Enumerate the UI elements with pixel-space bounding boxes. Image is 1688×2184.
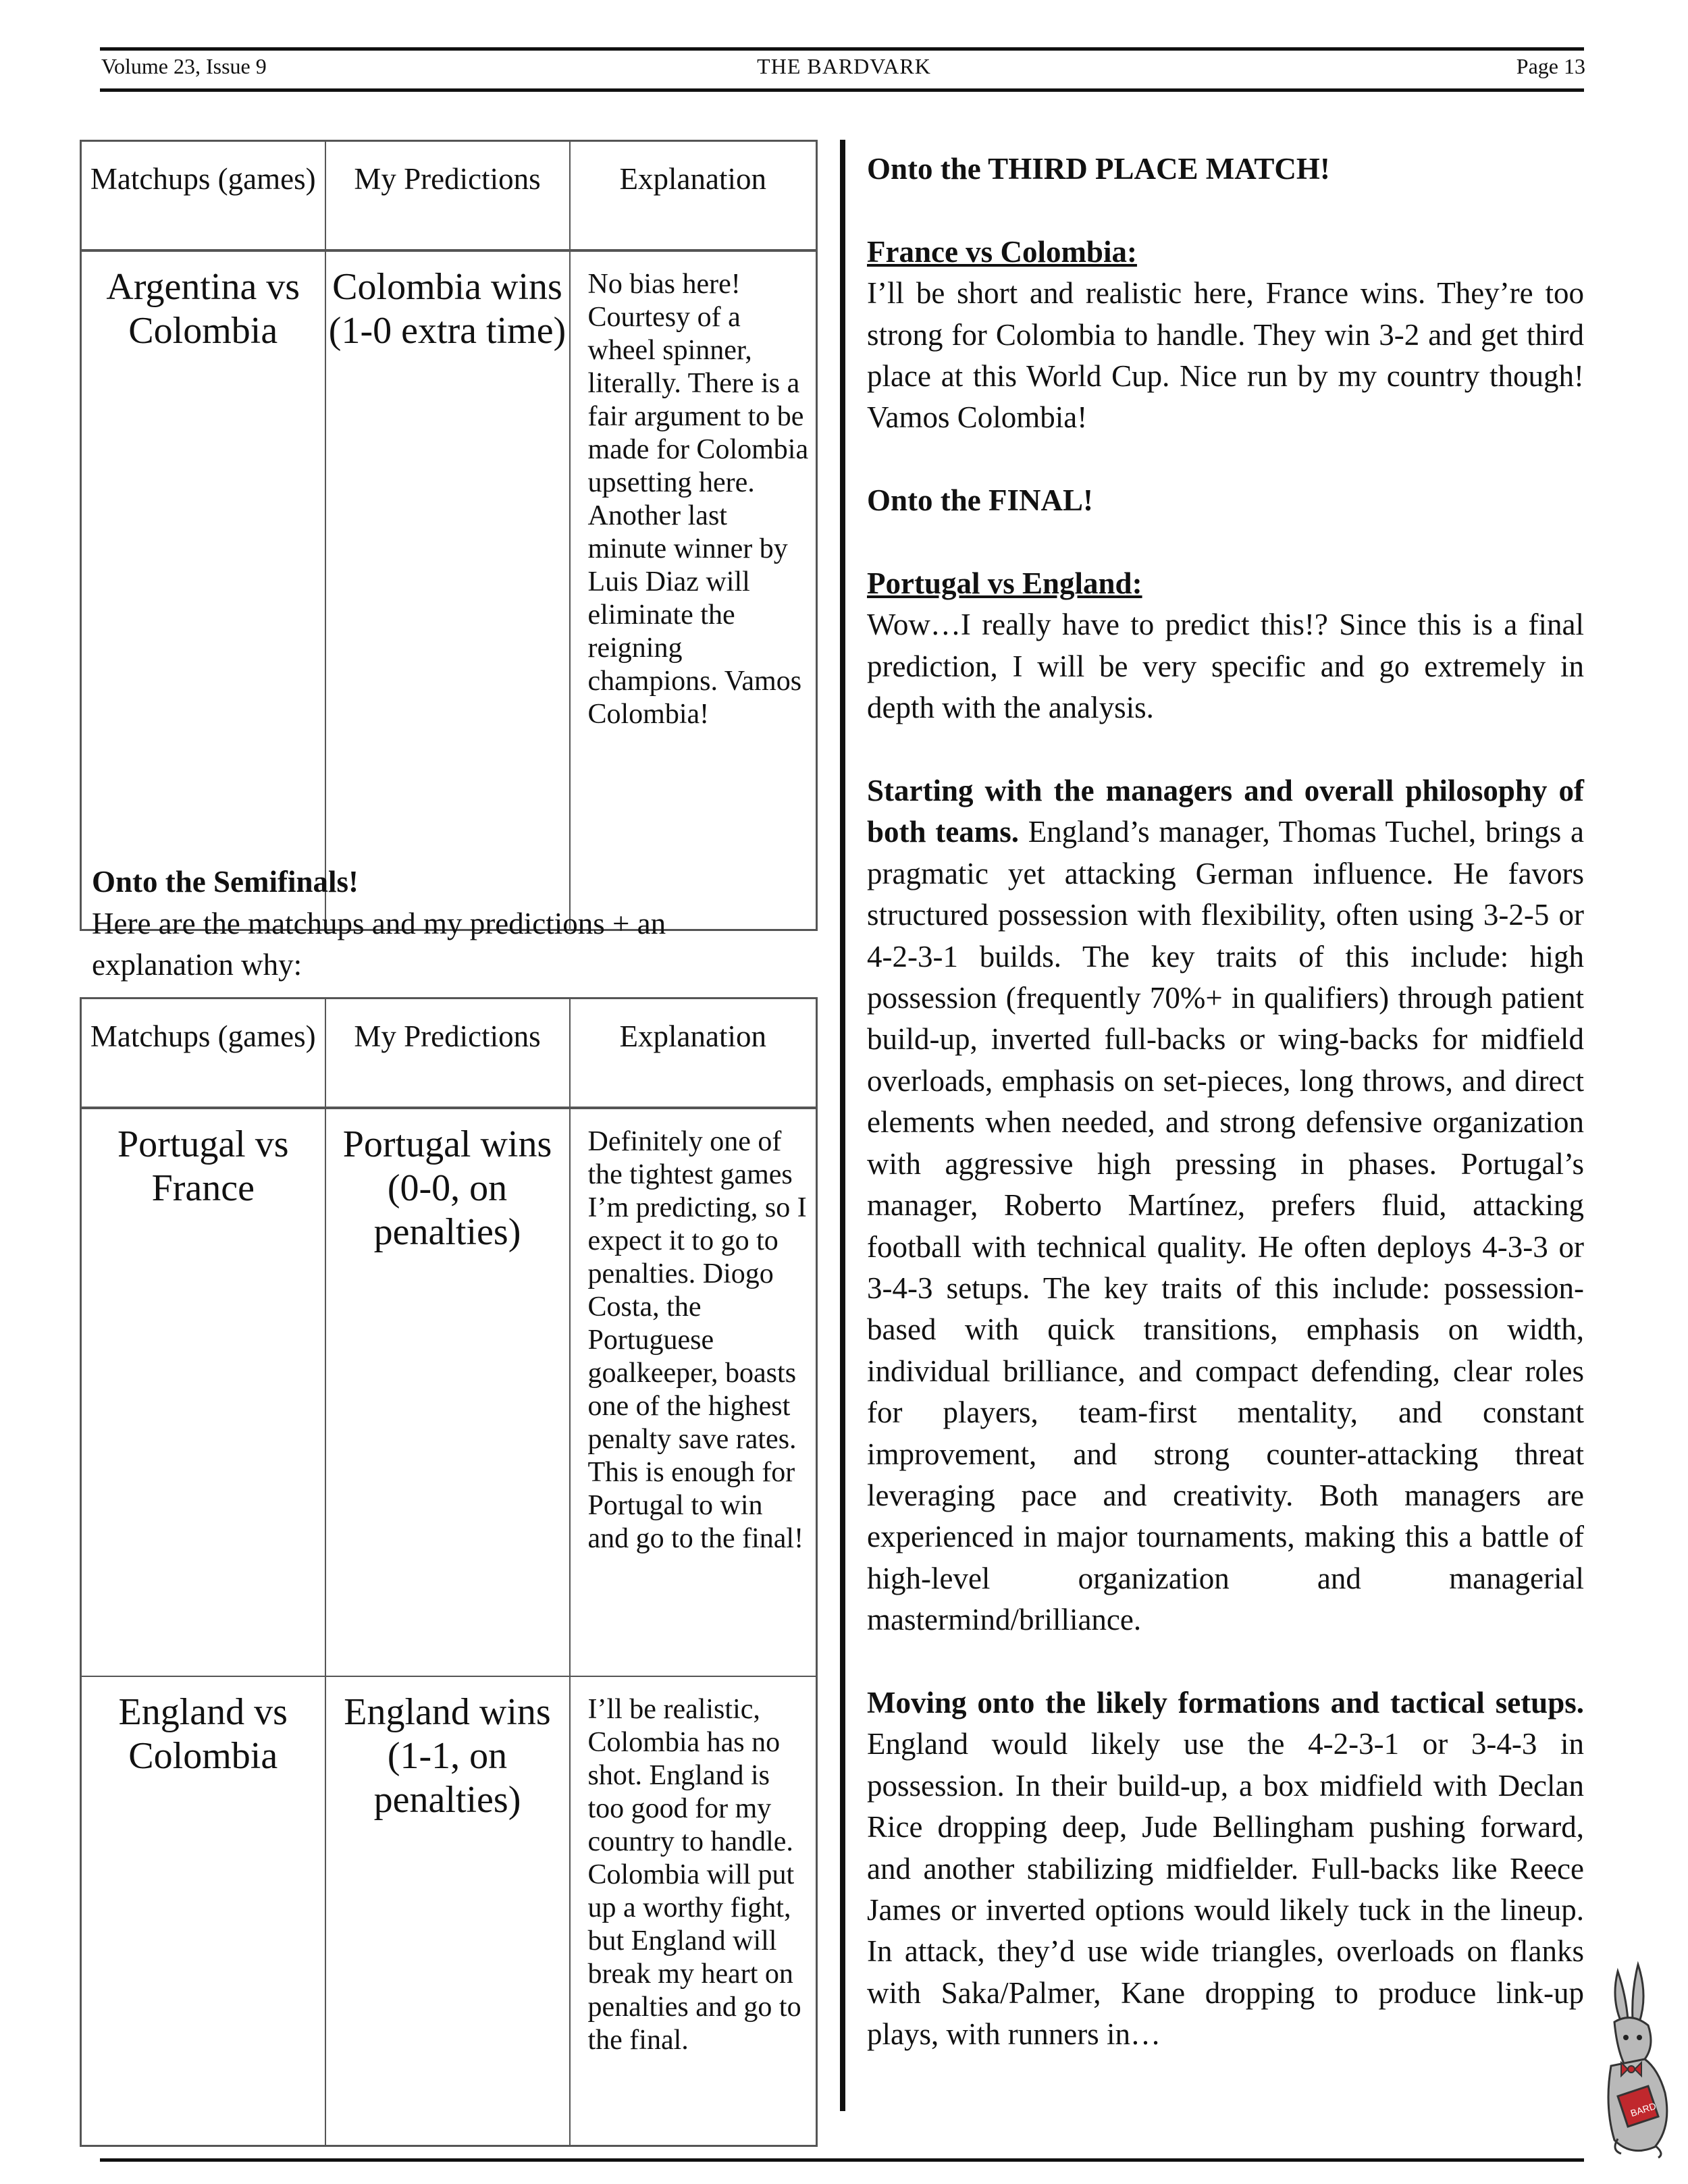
table-header-row <box>81 998 817 1108</box>
semifinals-heading: Onto the Semifinals! <box>92 865 359 899</box>
header-top-rule <box>100 47 1584 51</box>
publication-title: THE BARDVARK <box>757 54 931 78</box>
matchup-cell: England vs Colombia <box>81 1676 325 2146</box>
explanation-header: Explanation <box>570 141 817 250</box>
predictions-header: My Predictions <box>325 998 570 1108</box>
prediction-cell: Colombia wins (1-0 extra time) <box>325 250 570 930</box>
table-row <box>81 250 817 930</box>
matchup-cell: Argentina vs Colombia <box>81 250 325 930</box>
semifinal-predictions-table <box>80 997 818 2147</box>
column-divider <box>840 140 845 2111</box>
explanation-header: Explanation <box>570 998 817 1108</box>
matchup-cell: Portugal vs France <box>81 1108 325 1676</box>
final-match-title: Portugal vs England: <box>867 566 1142 601</box>
header-bottom-rule <box>100 88 1584 92</box>
aardvark-mascot-icon <box>1591 1958 1679 2160</box>
right-column-article <box>867 149 1584 2097</box>
final-intro-text: Wow…I really have to predict this!? Since this is a final prediction, I will be very specific and go extremely in depth with the analysis. <box>867 608 1584 725</box>
third-place-heading: Onto the THIRD PLACE MATCH! <box>867 152 1330 186</box>
predictions-header: My Predictions <box>325 141 570 250</box>
explanation-cell: No bias here! Courtesy of a wheel spinner, literally. There is a fair argument to be made for Colombia upsetting here. Another last minute winner by Luis Diaz will eliminate the reigning champions. Vamos Colombia! <box>570 250 817 930</box>
matchups-header: Matchups (games) <box>81 141 325 250</box>
formations-lead: Moving onto the likely formations and tactical setups. <box>867 1685 1584 1720</box>
footer-rule <box>100 2158 1584 2162</box>
explanation-cell: Definitely one of the tightest games I’m predicting, so I expect it to go to penalties. Diogo Costa, the Portuguese goalkeeper, boasts one of the highest penalty save rates. This is enough for Portugal to win and go to the final! <box>570 1108 817 1676</box>
page-number: Page 13 <box>1516 54 1585 78</box>
table-row <box>81 1108 817 1676</box>
managers-text: England’s manager, Thomas Tuchel, brings a pragmatic yet attacking German influence. He favors structured possession with flexibility, often using 3-2-5 or 4-2-3-1 builds. The key traits of this include: high possession (frequently 70%+ in qualifiers) through patient build-up, inverted full-backs or wing-backs for midfield overloads, emphasis on set-pieces, long throws, and direct elements when needed, and strong defensive organization with aggressive high pressing in phases. Portugal’s manager, Roberto Martínez, prefers fluid, attacking football with technical quality. He often deploys 4-3-3 or 3-4-3 setups. The key traits of this include: possession-based with quick transitions, emphasis on width, individual brilliance, and compact defending, clear roles for players, team-first mentality, and constant improvement, and strong counter-attacking threat leveraging pace and creativity. Both managers are experienced in major tournaments, making this a battle of high-level organization and managerial mastermind/brilliance. <box>867 815 1585 1637</box>
volume-issue: Volume 23, Issue 9 <box>101 54 267 78</box>
final-heading: Onto the FINAL! <box>867 483 1093 518</box>
managers-lead: Starting with the managers and overall philosophy of both teams. <box>867 774 1584 849</box>
third-place-text: I’ll be short and realistic here, France wins. They’re too strong for Colombia to handle. They win 3-2 and get third place at this World Cup. Nice run by my country though! Vamos Colombia! <box>867 276 1584 435</box>
prediction-cell: England wins (1-1, on penalties) <box>325 1676 570 2146</box>
mascot-book-text: BARD <box>1629 2100 1658 2119</box>
matchups-header: Matchups (games) <box>81 998 325 1108</box>
table-row <box>81 1676 817 2146</box>
prediction-cell: Portugal wins (0-0, on penalties) <box>325 1108 570 1676</box>
formations-text: England would likely use the 4-2-3-1 or 3-4-3 in possession. In their build-up, a box midfield with Declan Rice dropping deep, Jude Bellingham pushing forward, and another stabilizing midfielder. Full-backs like Reece James or inverted options would likely tuck in the lineup. In attack, they’d use wide triangles, overloads on flanks with Saka/Palmer, Kane dropping to produce link-up plays, with runners in… <box>867 1727 1584 2052</box>
semifinals-intro: Here are the matchups and my predictions + an explanation why: <box>92 907 666 982</box>
third-place-match-title: France vs Colombia: <box>867 234 1137 269</box>
quarterfinal-predictions-table <box>80 140 818 931</box>
explanation-cell: I’ll be realistic, Colombia has no shot. England is too good for my country to handle. Colombia will put up a worthy fight, but England will break my heart on penalties and go to the final. <box>570 1676 817 2146</box>
table-header-row <box>81 141 817 250</box>
